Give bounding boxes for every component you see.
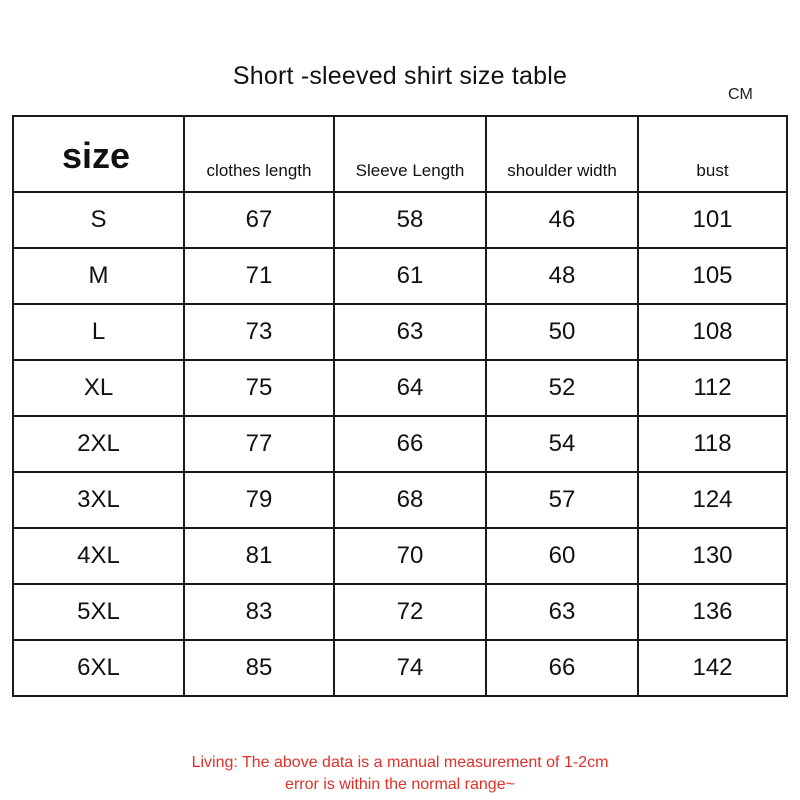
header-sleeve-length: Sleeve Length [334,116,486,192]
cell-size: 5XL [13,584,184,640]
cell-bust: 118 [638,416,787,472]
cell-bust: 124 [638,472,787,528]
cell-clothes-length: 81 [184,528,334,584]
cell-sleeve-length: 74 [334,640,486,696]
cell-clothes-length: 73 [184,304,334,360]
cell-bust: 130 [638,528,787,584]
cell-sleeve-length: 64 [334,360,486,416]
cell-shoulder-width: 54 [486,416,638,472]
cell-size: S [13,192,184,248]
cell-shoulder-width: 63 [486,584,638,640]
header-clothes-length: clothes length [184,116,334,192]
cell-clothes-length: 71 [184,248,334,304]
cell-bust: 101 [638,192,787,248]
header-bust: bust [638,116,787,192]
cell-clothes-length: 79 [184,472,334,528]
table-row [13,472,787,528]
table-row [13,248,787,304]
table-row [13,304,787,360]
cell-size: L [13,304,184,360]
cell-size: 6XL [13,640,184,696]
cell-bust: 142 [638,640,787,696]
cell-shoulder-width: 46 [486,192,638,248]
cell-shoulder-width: 52 [486,360,638,416]
cell-sleeve-length: 70 [334,528,486,584]
cell-clothes-length: 75 [184,360,334,416]
cell-bust: 105 [638,248,787,304]
cell-size: 2XL [13,416,184,472]
cell-bust: 112 [638,360,787,416]
measurement-note [0,752,800,796]
cell-size: XL [13,360,184,416]
cell-size: M [13,248,184,304]
cell-shoulder-width: 66 [486,640,638,696]
cell-sleeve-length: 68 [334,472,486,528]
table-row [13,528,787,584]
cell-clothes-length: 83 [184,584,334,640]
unit-label: CM [728,86,753,103]
cell-shoulder-width: 48 [486,248,638,304]
cell-shoulder-width: 50 [486,304,638,360]
header-shoulder-width: shoulder width [486,116,638,192]
table-row [13,584,787,640]
cell-bust: 136 [638,584,787,640]
cell-size: 3XL [13,472,184,528]
size-table [12,115,788,697]
cell-sleeve-length: 66 [334,416,486,472]
cell-clothes-length: 67 [184,192,334,248]
cell-shoulder-width: 60 [486,528,638,584]
table-header-row [13,116,787,192]
cell-sleeve-length: 63 [334,304,486,360]
cell-sleeve-length: 72 [334,584,486,640]
page-title: Short -sleeved shirt size table [232,62,568,90]
cell-sleeve-length: 58 [334,192,486,248]
cell-shoulder-width: 57 [486,472,638,528]
cell-clothes-length: 85 [184,640,334,696]
header-size: size [13,116,184,192]
table-row [13,640,787,696]
measurement-note-line-2: error is within the normal range~ [285,776,515,793]
table-row [13,416,787,472]
cell-bust: 108 [638,304,787,360]
table-row [13,360,787,416]
cell-size: 4XL [13,528,184,584]
measurement-note-line-1: Living: The above data is a manual measurement of 1-2cm [191,754,609,771]
cell-clothes-length: 77 [184,416,334,472]
table-row [13,192,787,248]
cell-sleeve-length: 61 [334,248,486,304]
